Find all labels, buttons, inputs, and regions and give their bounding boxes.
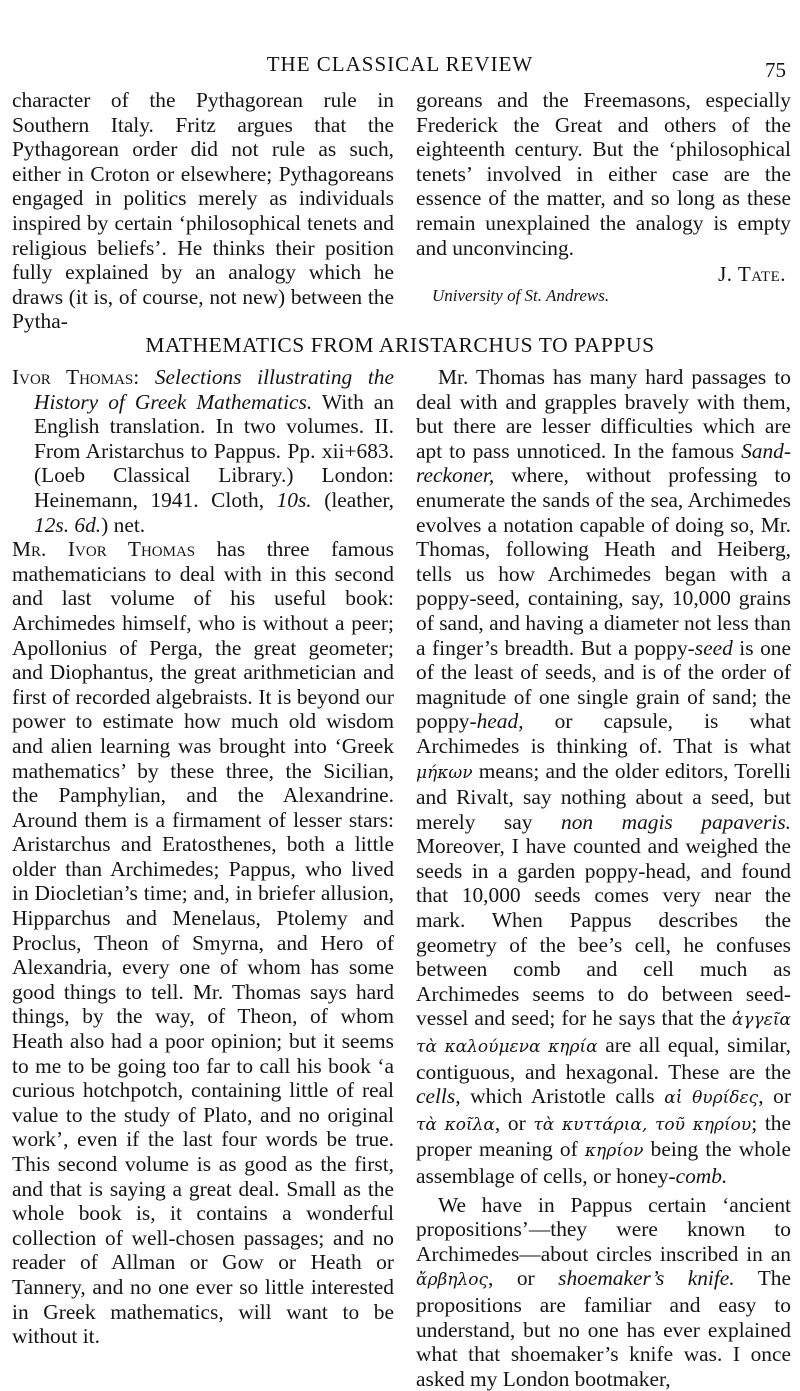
page-number: 75 [765,58,786,82]
greek-term: ἀγγεῖα τὰ καλούμενα κηρία [416,1010,791,1058]
previous-review-right-column [416,88,791,260]
paragraph-1: Mr. Ivor Thomas has three famous mathematicians to deal with in this second and last volume of his useful book: Archimedes himself, who is without a peer; Apollonius of Perga, the great geometer; and Diophantus, the great arithmetician and first of recorded algebraists. It is beyond our power to estimate how much old wisdom and alien learning was brought into ‘Greek mathematics’ by these three, the Sicilian, the Pamphylian, and the Alexandrine. Around them is a firmament of lesser stars: Aristarchus and Eratosthenes, both a little older than Archimedes; Pappus, who lived in Diocletian’s time; and, in briefer allusion, Hipparchus and Menelaus, Ptolemy and Proclus, Theon of Smyrna, and Hero of Alexandria, every one of whom has some good things to tell. Mr. Thomas says hard things, by the way, of Theon, of whom Heath also had a poor opinion; but it seems to me to be going too far to call his book ‘a curious hotchpotch, containing little of real value to the study of Plato, and no original work’, even if the last four words be true. This second volume is as good as the first, and that is saying a great deal. Small as the whole book is, it contains a wonderful collection of well-chosen passages; and no reader of Allman or Gow or Heath or Tannery, and no one ever so little interested in Greek mathematics, will want to be without it. [12,537,395,1349]
reviewer-signature: J. Tate. [718,262,786,286]
previous-review-left-text: character of the Pythagorean rule in Southern Italy. Fritz argues that the Pythagorean order did not rule as such, either in Croton or elsewhere; Pythagoreans engaged in politics merely as individuals inspired by certain ‘philosophical tenets and religious beliefs’. He thinks their position fully explained by an analogy which he draws (it is, of course, not new) between the Pytha- [12,88,394,334]
article-title: MATHEMATICS FROM ARISTARCHUS TO PAPPUS [145,333,655,357]
greek-term: μήκων [416,762,473,783]
greek-term: τὰ κυττάρια, τοῦ κηρίου [533,1114,752,1135]
previous-review-left-column [12,88,394,334]
greek-term: αἱ θυρίδες [664,1088,759,1109]
book-author: Ivor Thomas [12,365,134,389]
article-left-column [12,365,394,1349]
paragraph-2: Mr. Thomas has many hard passages to deal with and grapples bravely with them, but there are lesser difficulties which are apt to pass unnoticed. In the famous Sand-reckoner, where, without professing to enumerate the sands of the sea, Archimedes evolves a notation capable of doing so, Mr. Thomas, following Heath and Heiberg, tells us how Archimedes began with a poppy-seed, containing, say, 10,000 grains of sand, and having a diameter not less than a finger’s breadth. But a poppy-seed is one of the least of seeds, and is of the order of magnitude of one single grain of sand; the poppy-head, or capsule, is what Archimedes is thinking of. That is what μήκων means; and the older editors, Torelli and Rivalt, say nothing about a seed, but merely say non magis papaveris. Moreover, I have counted and weighed the seeds in a garden poppy-head, and found that 10,000 seeds comes very near the mark. When Pappus describes the geometry of the bee’s cell, he confuses between comb and cell much as Archimedes seems to do between seed-vessel and seed; for he says that the ἀγγεῖα τὰ καλούμενα κηρία are all equal, similar, contiguous, and hexagonal. These are the cells, which Aristotle calls αἱ θυρίδες, or τὰ κοῖλα, or τὰ κυττάρια, τοῦ κηρίου; the proper meaning of κηρίον being the whole assemblage of cells, or honey-comb. [416,365,792,1188]
greek-term: τὰ κοῖλα [416,1114,495,1135]
paragraph-1-lead: Mr. Ivor Thomas [12,537,196,562]
greek-term: κηρίον [584,1141,644,1162]
paragraph-3: We have in Pappus certain ‘ancient propositions’—they were known to Archimedes—about circles inscribed in an ἄρβηλος, or shoemaker’s knife. The propositions are familiar and easy to understand, but no one has ever explained what that shoemaker’s knife was. I once asked my London bootmaker, [416,1192,791,1391]
greek-term: ἄρβηλος [416,1270,489,1291]
bibliographic-entry: Ivor Thomas: Selections illustrating the History of Greek Mathematics. With an English translation. In two volumes. II. From Aristarchus to Pappus. Pp. xii+683. (Loeb Classical Library.) London: Heinemann, 1941. Cloth, 10s. (leather, 12s. 6d.) net. [12,365,394,537]
article-right-column [416,365,791,1391]
reviewer-affiliation: University of St. Andrews. [432,286,610,305]
book-title: Selections illustrating the History of Greek Mathematics. [34,365,394,414]
running-title: THE CLASSICAL REVIEW [266,52,534,76]
previous-review-right-text: goreans and the Freemasons, especially Frederick the Great and others of the eighteenth century. But the ‘philosophical tenets’ involved in either case are the essence of the matter, and so long as these remain unexplained the analogy is empty and unconvincing. [416,88,791,260]
